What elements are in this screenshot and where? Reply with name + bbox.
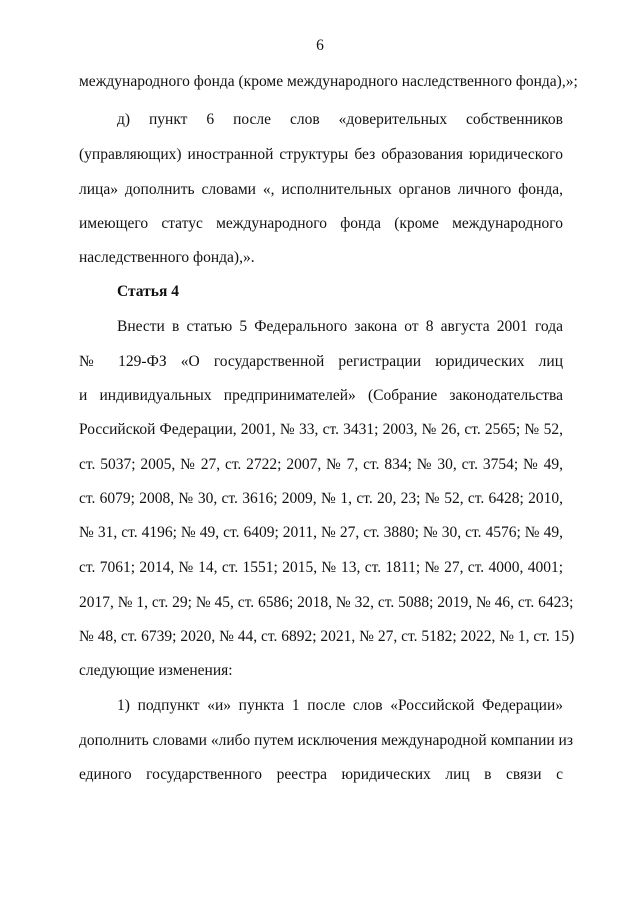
- text-line: Российской Федерации, 2001, № 33, ст. 3431; 2003, № 26, ст. 2565; № 52,: [79, 421, 563, 438]
- text-line: (управляющих) иностранной структуры без образования юридического: [79, 146, 563, 163]
- text-line: № 48, ст. 6739; 2020, № 44, ст. 6892; 2021, № 27, ст. 5182; 2022, № 1, ст. 15): [79, 628, 575, 645]
- page-number: 6: [316, 37, 324, 54]
- text-line: ст. 6079; 2008, № 30, ст. 3616; 2009, № 1, ст. 20, 23; № 52, ст. 6428; 2010,: [79, 490, 563, 507]
- text-line: Внести в статью 5 Федерального закона от 8 августа 2001 года: [117, 318, 563, 335]
- text-line: единого государственного реестра юридических лиц в связи с: [79, 766, 563, 783]
- text-line: наследственного фонда),».: [79, 249, 255, 266]
- text-line: ст. 5037; 2005, № 27, ст. 2722; 2007, № 7, ст. 834; № 30, ст. 3754; № 49,: [79, 456, 563, 473]
- text-line: ст. 7061; 2014, № 14, ст. 1551; 2015, № 13, ст. 1811; № 27, ст. 4000, 4001;: [79, 559, 563, 576]
- text-line: международного фонда (кроме международного наследственного фонда),»;: [79, 73, 578, 90]
- text-line: № 129-ФЗ «О государственной регистрации юридических лиц: [79, 353, 563, 370]
- text-line: имеющего статус международного фонда (кроме международного: [79, 215, 563, 232]
- text-line: дополнить словами «либо путем исключения международной компании из: [79, 732, 573, 749]
- text-line: лица» дополнить словами «, исполнительных органов личного фонда,: [79, 181, 563, 198]
- text-line: следующие изменения:: [79, 662, 233, 679]
- text-line: 2017, № 1, ст. 29; № 45, ст. 6586; 2018, № 32, ст. 5088; 2019, № 46, ст. 6423;: [79, 594, 574, 611]
- text-line: № 31, ст. 4196; № 49, ст. 6409; 2011, № 27, ст. 3880; № 30, ст. 4576; № 49,: [79, 524, 563, 541]
- text-line: 1) подпункт «и» пункта 1 после слов «Российской Федерации»: [117, 697, 563, 714]
- text-line: и индивидуальных предпринимателей» (Собрание законодательства: [79, 387, 563, 404]
- text-line: д) пункт 6 после слов «доверительных собственников: [117, 111, 563, 128]
- article-heading: Статья 4: [117, 283, 179, 300]
